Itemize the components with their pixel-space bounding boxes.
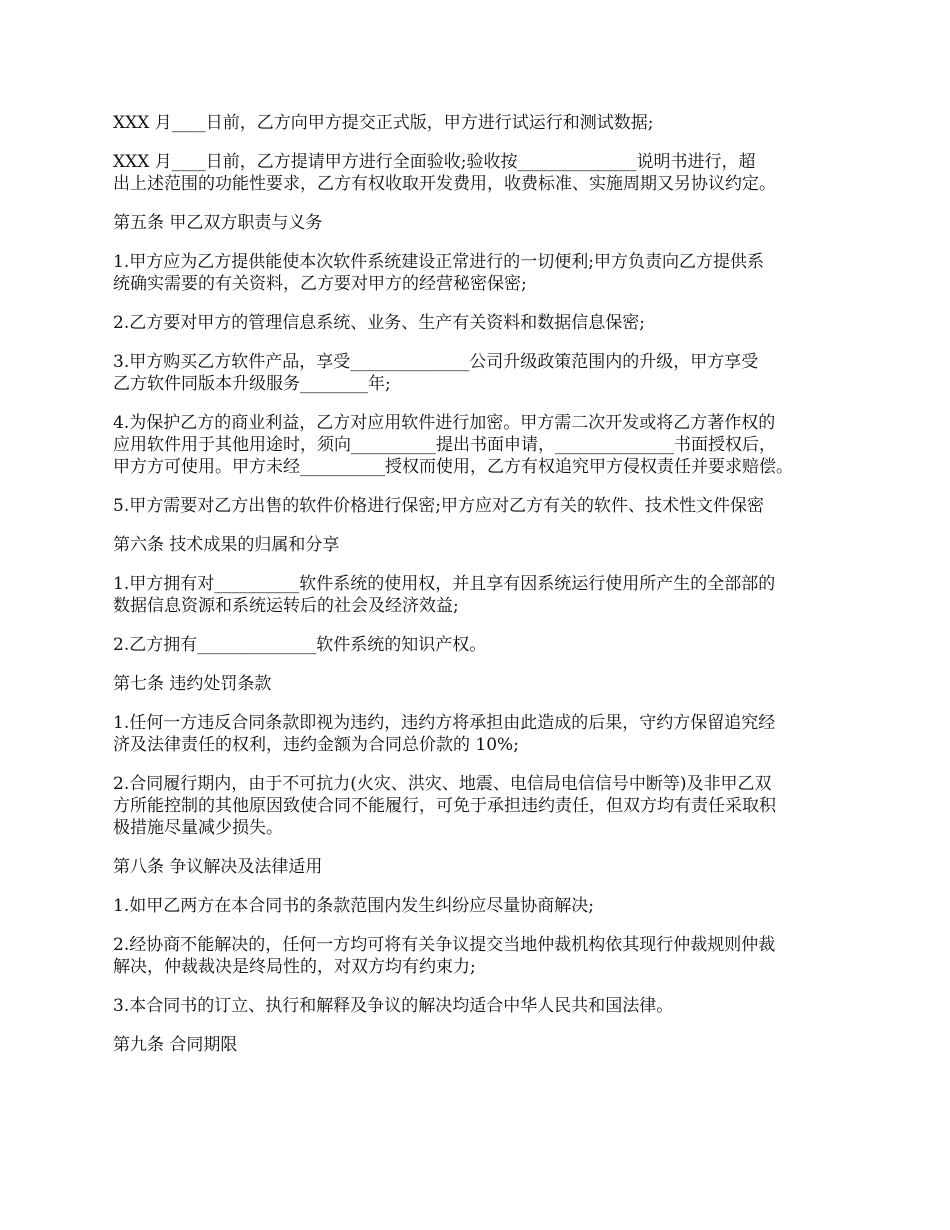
document-page — [113, 112, 840, 1073]
paragraph-line: 3.甲方购买乙方软件产品，享受______________公司升级政策范围内的升级，甲方享受 — [113, 352, 759, 372]
paragraph-line: 解决，仲裁裁决是终局性的，对双方均有约束力; — [113, 957, 476, 977]
paragraph — [113, 534, 840, 556]
paragraph-line: 1.如甲乙两方在本合同书的条款范围内发生纠纷应尽量协商解决; — [113, 896, 594, 916]
paragraph-line: 第六条 技术成果的归属和分享 — [113, 535, 340, 555]
paragraph-line: 极措施尽量减少损失。 — [113, 818, 283, 838]
paragraph-line: 2.乙方拥有______________软件系统的知识产权。 — [113, 635, 487, 655]
paragraph-line: 1.甲方应为乙方提供能使本次软件系统建设正常进行的一切便利;甲方负责向乙方提供系 — [113, 252, 764, 272]
paragraph-line: 乙方软件同版本升级服务________年; — [113, 374, 391, 394]
paragraph — [113, 634, 840, 656]
paragraph — [113, 151, 840, 195]
paragraph-line: 第八条 争议解决及法律适用 — [113, 857, 323, 877]
paragraph — [113, 773, 840, 839]
paragraph — [113, 412, 840, 478]
paragraph — [113, 351, 840, 395]
paragraph-line: 3.本合同书的订立、执行和解释及争议的解决均适合中华人民共和国法律。 — [113, 996, 674, 1016]
paragraph-line: 第五条 甲乙双方职责与义务 — [113, 213, 323, 233]
paragraph-line: 2.乙方要对甲方的管理信息系统、业务、生产有关资料和数据信息保密; — [113, 313, 645, 333]
paragraph-line: 5.甲方需要对乙方出售的软件价格进行保密;甲方应对乙方有关的软件、技术性文件保密 — [113, 496, 764, 516]
paragraph — [113, 312, 840, 334]
paragraph — [113, 934, 840, 978]
paragraph-line: XXX 月____日前，乙方向甲方提交正式版，甲方进行试运行和测试数据; — [113, 113, 654, 133]
paragraph — [113, 251, 840, 295]
paragraph-line: 方所能控制的其他原因致使合同不能履行，可免于承担违约责任，但双方均有责任采取积 — [113, 796, 776, 816]
paragraph — [113, 212, 840, 234]
paragraph-line: 济及法律责任的权利，违约金额为合同总价款的 10%; — [113, 735, 519, 755]
paragraph — [113, 995, 840, 1017]
paragraph — [113, 112, 840, 134]
paragraph — [113, 673, 840, 695]
paragraph — [113, 712, 840, 756]
paragraph-line: 2.合同履行期内，由于不可抗力(火灾、洪灾、地震、电信局电信信号中断等)及非甲乙双 — [113, 774, 772, 794]
paragraph — [113, 573, 840, 617]
paragraph-line: 4.为保护乙方的商业利益，乙方对应用软件进行加密。甲方需二次开发或将乙方著作权的 — [113, 413, 776, 433]
paragraph — [113, 895, 840, 917]
paragraph-line: 1.任何一方违反合同条款即视为违约，违约方将承担由此造成的后果，守约方保留追究经 — [113, 713, 776, 733]
paragraph-line: 应用软件用于其他用途时，须向__________提出书面申请，______________书面授权后， — [113, 435, 776, 455]
paragraph-line: 第七条 违约处罚条款 — [113, 674, 272, 694]
paragraph-line: 出上述范围的功能性要求，乙方有权收取开发费用，收费标准、实施周期又另协议约定。 — [113, 174, 776, 194]
paragraph-line: 统确实需要的有关资料，乙方要对甲方的经营秘密保密; — [113, 274, 527, 294]
paragraph-line: 2.经协商不能解决的，任何一方均可将有关争议提交当地仲裁机构依其现行仲裁规则仲裁 — [113, 935, 776, 955]
paragraph-line: 甲方方可使用。甲方未经__________授权而使用，乙方有权追究甲方侵权责任并要求赔偿。 — [113, 457, 793, 477]
paragraph-line: XXX 月____日前，乙方提请甲方进行全面验收;验收按______________说明书进行，超 — [113, 152, 756, 172]
paragraph-line: 第九条 合同期限 — [113, 1035, 238, 1055]
paragraph-line: 数据信息资源和系统运转后的社会及经济效益; — [113, 596, 459, 616]
paragraph-line: 1.甲方拥有对__________软件系统的使用权，并且享有因系统运行使用所产生的全部部的 — [113, 574, 776, 594]
paragraph — [113, 1034, 840, 1056]
paragraph — [113, 495, 840, 517]
paragraph — [113, 856, 840, 878]
